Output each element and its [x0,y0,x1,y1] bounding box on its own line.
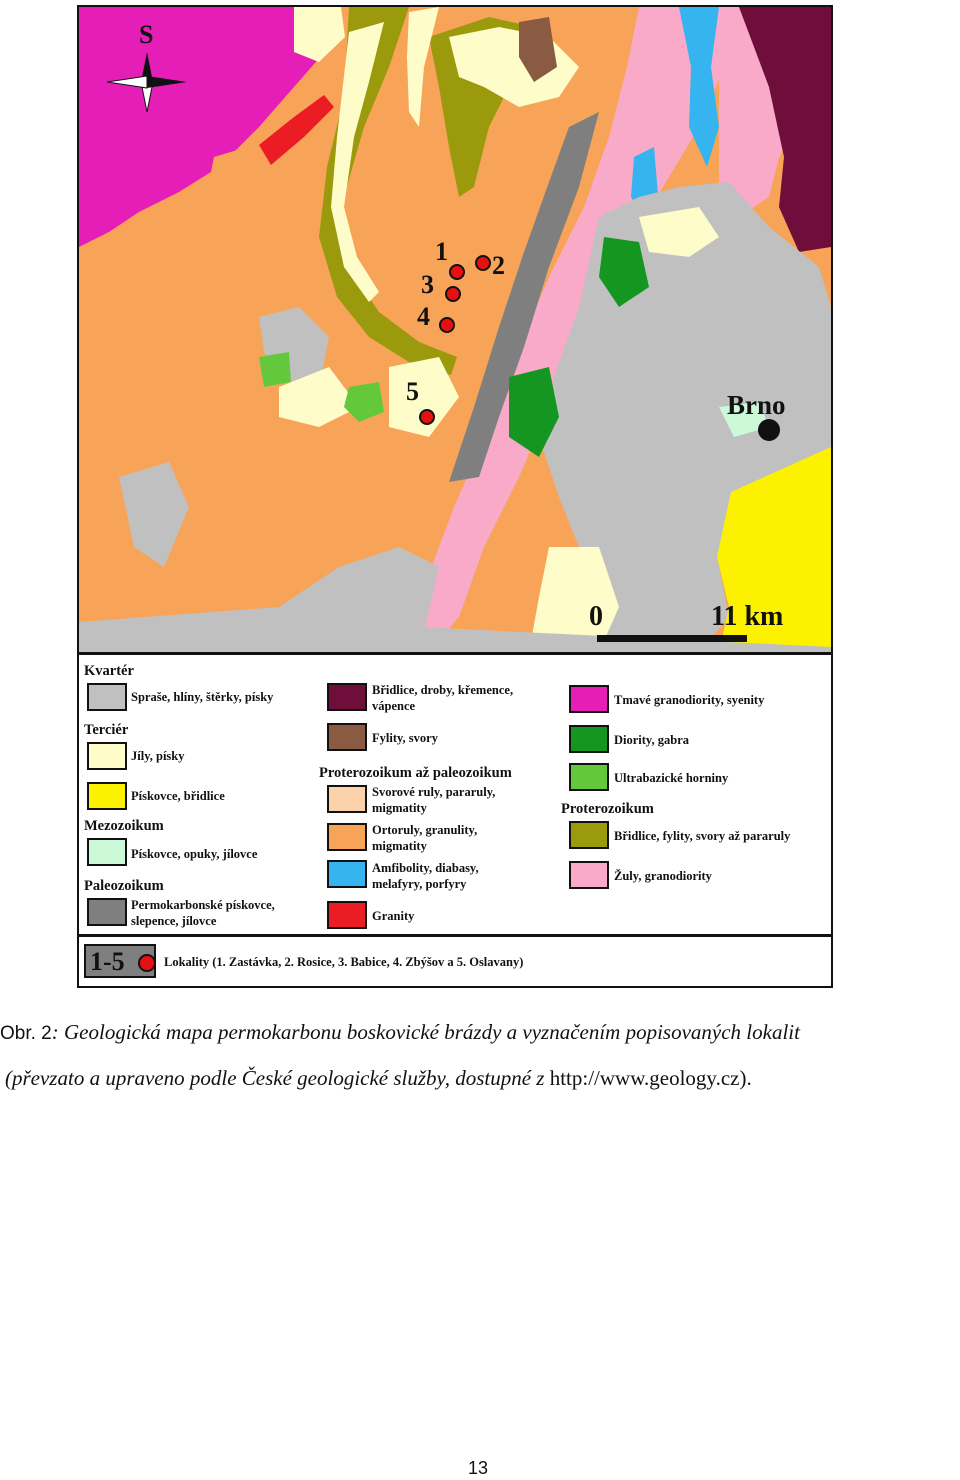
legend-label-prot-paleo-1-line2: migmatity [372,839,427,853]
legend-label-prot-paleo-0-line2: migmatity [372,801,427,815]
legend-swatch-proterozoikum-0 [569,821,609,849]
legend-swatch-prot-paleo-3 [327,901,367,929]
legend-label-proterozoikum-1: Žuly, granodiority [614,869,712,883]
legend-swatch-tercier-0 [87,742,127,770]
legend-swatch-prot-paleo-0 [327,785,367,813]
localities-legend-text: Lokality (1. Zastávka, 2. Rosice, 3. Babice, 4. Zbýšov a 5. Oslavany) [164,955,524,969]
legend-label-kvarter-0: Spraše, hlíny, štěrky, písky [131,690,274,704]
legend-label-col2-1: Fylity, svory [372,731,438,745]
localities-symbol-text: 1-5 [90,947,125,976]
page-number: 13 [468,1458,489,1478]
legend-localities-row [79,934,831,986]
legend-swatch-col2-1 [327,723,367,751]
legend-label-col2-0-line2: vápence [372,699,416,713]
legend-label-mezozoikum-0: Pískovce, opuky, jílovce [131,847,258,861]
locality-4-label: 4 [417,302,430,331]
locality-3-label: 3 [421,270,434,299]
map-legend [79,652,831,934]
caption-line2: (převzato a upraveno podle České geologické služby, dostupné z [5,1066,545,1090]
legend-label-col3-1: Diority, gabra [614,733,689,747]
legend-label-prot-paleo-0-line1: Svorové ruly, pararuly, [372,785,496,799]
locality-1-label: 1 [435,237,448,266]
legend-swatch-mezozoikum-0 [87,838,127,866]
legend-swatch-proterozoikum-1 [569,861,609,889]
legend-label-prot-paleo-1-line1: Ortoruly, granulity, [372,823,478,837]
geological-map-figure [77,5,833,988]
brno-marker [758,419,780,441]
scale-end-label: 11 km [711,601,784,632]
legend-swatch-paleozoikum-0 [87,898,127,926]
legend-label-prot-paleo-2-line2: melafyry, porfyry [372,877,467,891]
legend-label-col3-2: Ultrabazické horniny [614,771,729,785]
legend-label-paleozoikum-0-line1: Permokarbonské pískovce, [131,898,275,912]
legend-swatch-col3-1 [569,725,609,753]
legend-header-proterozoikum: Proterozoikum [561,801,654,817]
legend-swatch-tercier-1 [87,782,127,810]
legend-header-mezozoikum: Mezozoikum [84,818,164,834]
legend-label-paleozoikum-0-line2: slepence, jílovce [131,914,217,928]
legend-swatch-kvarter-0 [87,683,127,711]
legend-swatch-prot-paleo-1 [327,823,367,851]
locality-4-marker [440,318,454,332]
scale-start-label: 0 [589,601,603,632]
legend-label-prot-paleo-2-line1: Amfibolity, diabasy, [372,861,479,875]
legend-label-proterozoikum-0: Břidlice, fylity, svory až pararuly [614,829,791,843]
brno-label: Brno [727,390,786,420]
legend-label-tercier-1: Pískovce, břidlice [131,789,225,803]
locality-5-label: 5 [406,377,419,406]
legend-swatch-prot-paleo-2 [327,860,367,888]
legend-header-paleozoikum: Paleozoikum [84,878,164,894]
locality-5-marker [420,410,434,424]
locality-3-marker [446,287,460,301]
legend-label-col2-0-line1: Břidlice, droby, křemence, [372,683,514,697]
locality-2-label: 2 [492,251,505,280]
legend-header-kvarter: Kvartér [84,663,134,679]
locality-2-marker [476,256,490,270]
north-label: S [139,20,154,49]
legend-swatch-col3-2 [569,763,609,791]
legend-label-prot-paleo-3: Granity [372,909,415,923]
caption-line1: : Geologická mapa permokarbonu boskovické brázdy a vyznačením popisovaných lokalit [51,1020,800,1044]
localities-symbol-dot [138,954,156,972]
legend-header-tercier: Terciér [84,722,129,738]
localities-symbol-box [84,944,156,978]
legend-swatch-col3-0 [569,685,609,713]
legend-header-prot-paleo: Proterozoikum až paleozoikum [319,765,512,781]
caption-prefix: Obr. 2 [0,1023,52,1044]
legend-label-col3-0: Tmavé granodiority, syenity [614,693,765,707]
legend-swatch-col2-0 [327,683,367,711]
geological-map [79,7,831,652]
locality-1-marker [450,265,464,279]
legend-label-tercier-0: Jíly, písky [131,749,185,763]
caption-url: http://www.geology.cz). [544,1066,752,1090]
